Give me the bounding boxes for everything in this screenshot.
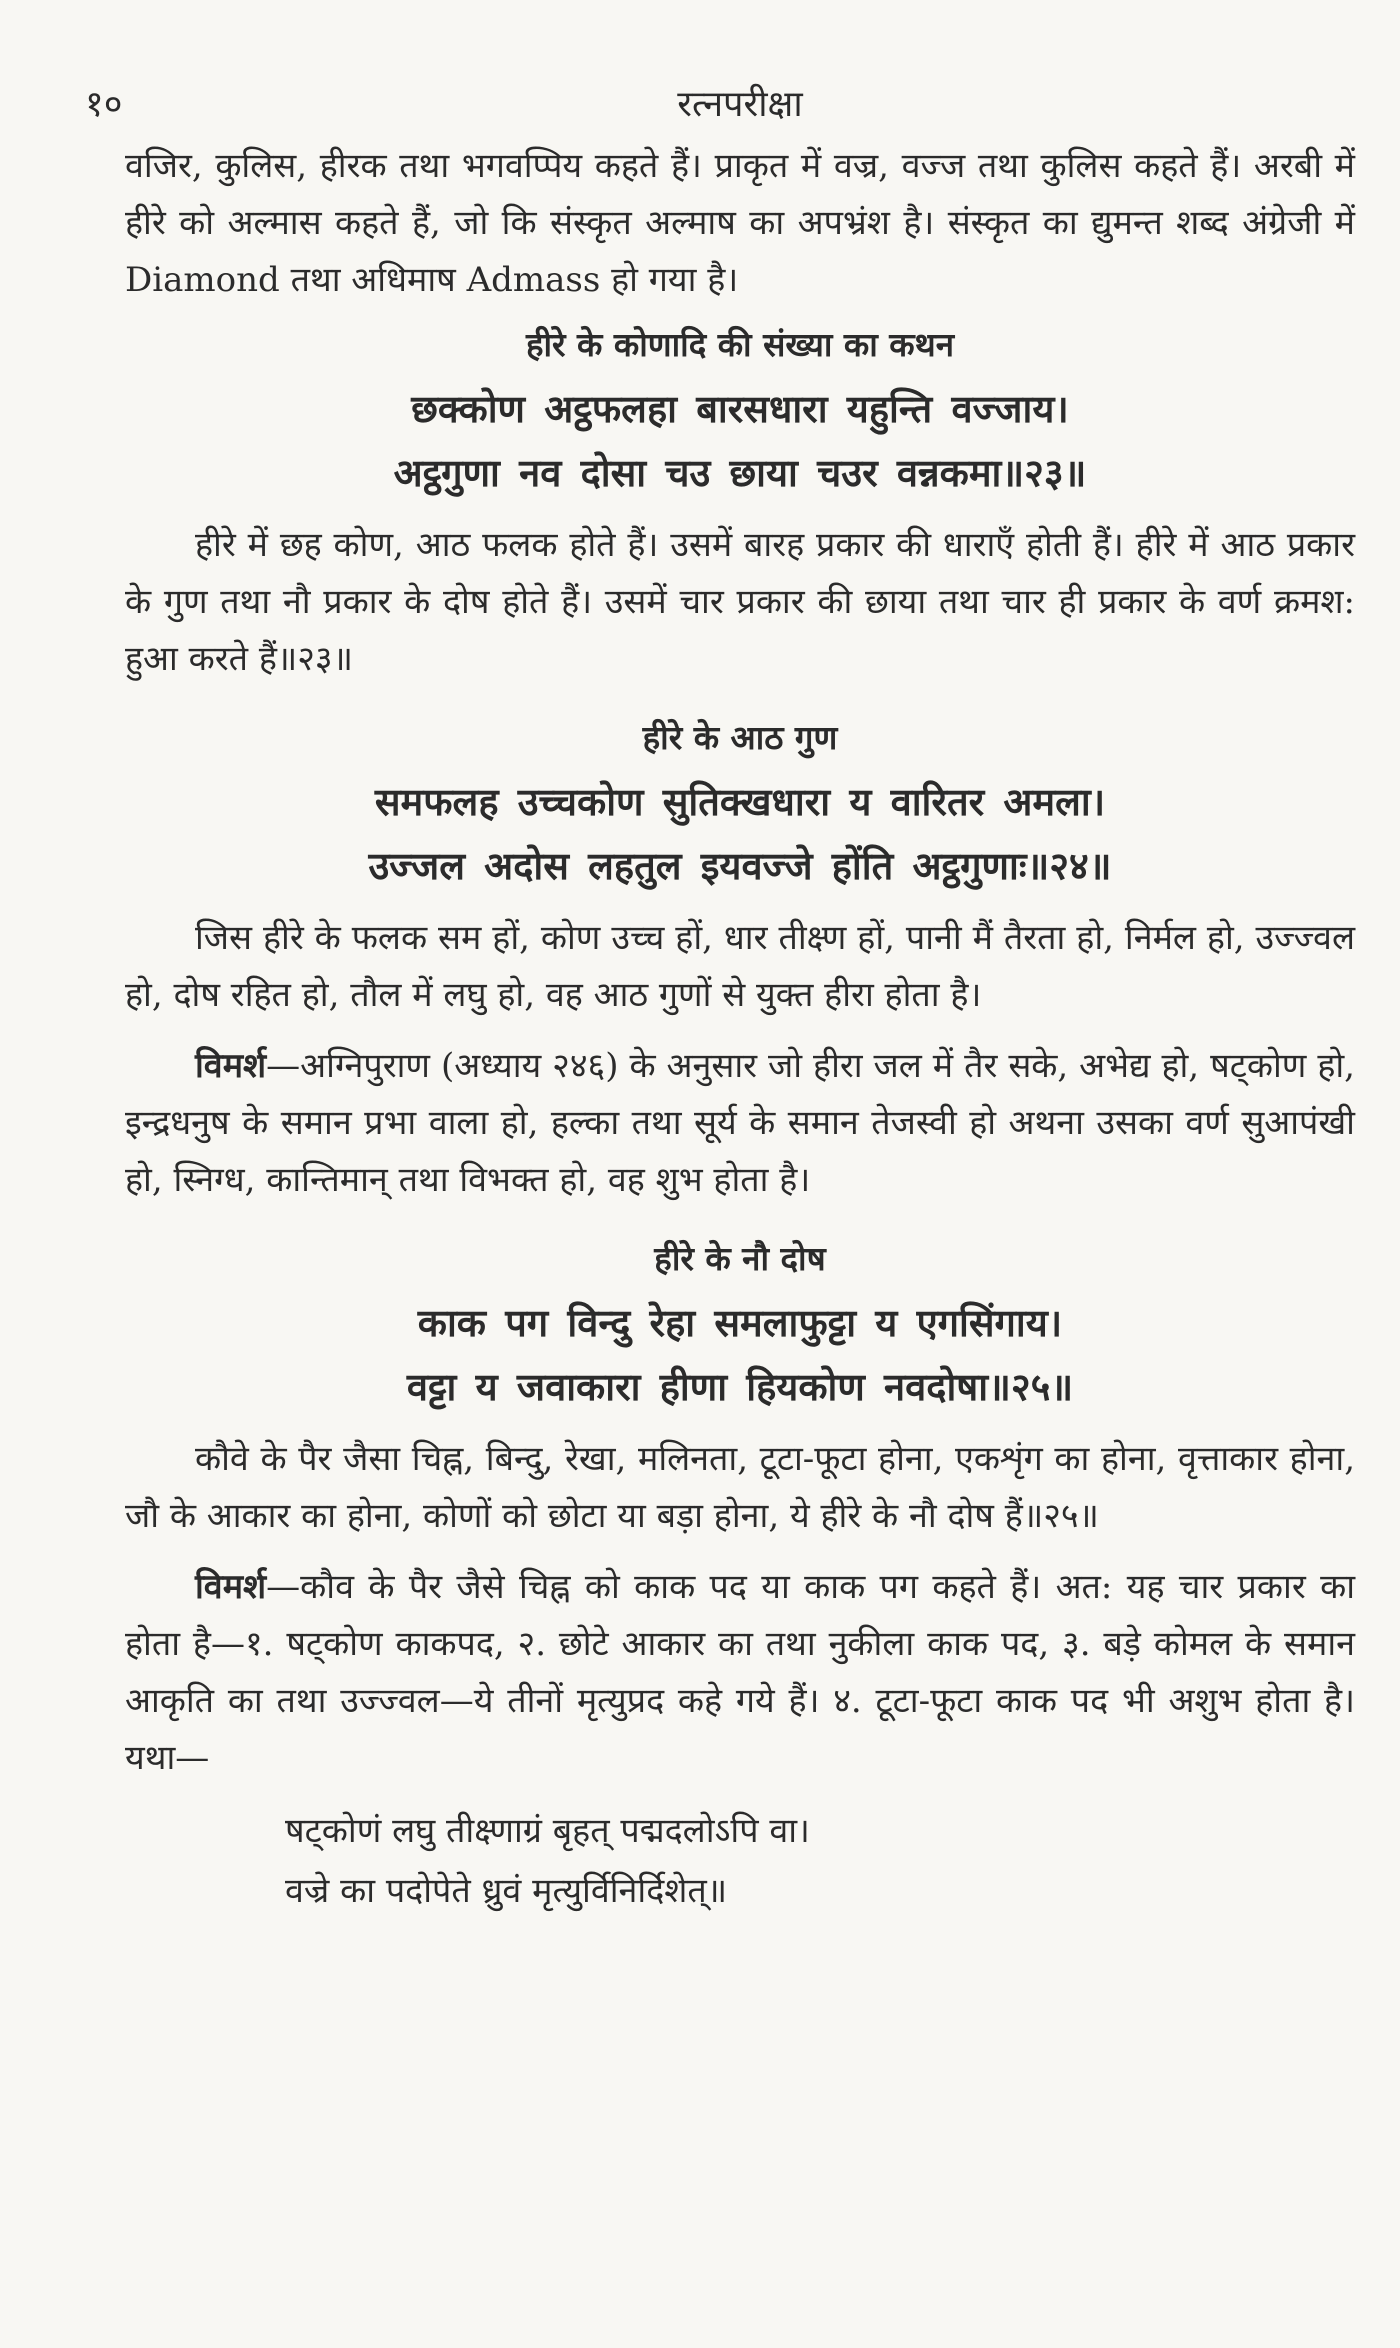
section-heading-nine-defects: हीरे के नौ दोष [654,1239,826,1278]
section-heading-eight-qualities: हीरे के आठ गुण [642,718,838,757]
sanskrit-quote [125,1801,1355,1921]
book-page [85,78,1355,1921]
verse-25 [125,1291,1355,1419]
verse-line: उज्जल अदोस लहतुल इयवज्जे होंति अट्ठगुणाः॥२४॥ [368,844,1112,888]
verse-line: काक पग विन्दु रेहा समलाफुट्टा य एगसिंगाय। [417,1301,1063,1345]
paragraph-intro: वजिर, कुलिस, हीरक तथा भगवप्पिय कहते हैं। प्राकृत में वज्र, वज्ज तथा कुलिस कहते हैं। अरबी में हीरे को अल्मास कहते हैं, जो कि संस्कृत अल्माष का अपभ्रंश है। संस्कृत का द्युमन्त शब्द अंग्रेजी में Diamond तथा अधिमाष Admass हो गया है। [125,146,1355,300]
vimarsha-text: —अग्निपुराण (अध्याय २४६) के अनुसार जो हीरा जल में तैर सके, अभेद्य हो, षट्कोण हो, इन्द्रधनुष के समान प्रभा वाला हो, हल्का तथा सूर्य के समान तेजस्वी हो अथना उसका वर्ण सुआपंखी हो, स्निग्ध, कान्तिमान् तथा विभक्त हो, वह शुभ होता है। [125,1046,1355,1200]
paragraph-facets-explanation: हीरे में छह कोण, आठ फलक होते हैं। उसमें बारह प्रकार की धाराएँ होती हैं। हीरे में आठ प्रकार के गुण तथा नौ प्रकार के दोष होते हैं। उसमें चार प्रकार की छाया तथा चार ही प्रकार के वर्ण क्रमश: हुआ करते हैं॥२३॥ [125,525,1355,679]
verse-line: छक्कोण अट्ठफलहा बारसधारा यहुन्ति वज्जाय। [411,387,1069,431]
vimarsha-label: विमर्श [195,1046,267,1086]
sanskrit-line: वज्रे का पदोपेते ध्रुवं मृत्युर्विनिर्दिशेत्॥ [285,1871,728,1911]
sanskrit-line: षट्कोणं लघु तीक्ष्णाग्रं बृहत् पद्मदलोऽपि वा। [285,1811,810,1851]
vimarsha-label: विमर्श [195,1567,267,1607]
verse-24 [125,770,1355,898]
verse-line: वट्टा य जवाकारा हीणा हियकोण नवदोषा॥२५॥ [406,1365,1074,1409]
paragraph-vimarsha-kakapada [125,1559,1355,1787]
page-number: १० [85,84,123,125]
verse-23 [125,377,1355,505]
paragraph-vimarsha-agnipurana [125,1038,1355,1209]
page-header [85,78,1355,138]
vimarsha-text: —कौव के पैर जैसे चिह्न को काक पद या काक पग कहते हैं। अत: यह चार प्रकार का होता है—१. षट्कोण काकपद, २. छोटे आकार का तथा नुकीला काक पद, ३. बड़े कोमल के समान आकृति का तथा उज्ज्वल—ये तीनों मृत्युप्रद कहे गये हैं। ४. टूटा-फूटा काक पद भी अशुभ होता है। यथा— [125,1567,1355,1778]
running-title: रत्नपरीक्षा [677,84,803,125]
verse-line: समफलह उच्चकोण सुतिक्खधारा य वारितर अमला। [374,780,1106,824]
paragraph-defects-explanation: कौवे के पैर जैसा चिह्न, बिन्दु, रेखा, मलिनता, टूटा-फूटा होना, एकशृंग का होना, वृत्ताकार होना, जौ के आकार का होना, कोणों को छोटा या बड़ा होना, ये हीरे के नौ दोष हैं॥२५॥ [125,1439,1355,1536]
section-heading-facets: हीरे के कोणादि की संख्या का कथन [525,325,955,364]
paragraph-qualities-explanation: जिस हीरे के फलक सम हों, कोण उच्च हों, धार तीक्ष्ण हों, पानी मैं तैरता हो, निर्मल हो, उज्ज्वल हो, दोष रहित हो, तौल में लघु हो, वह आठ गुणों से युक्त हीरा होता है। [125,918,1355,1015]
verse-line: अट्ठगुणा नव दोसा चउ छाया चउर वन्नकमा॥२३॥ [393,451,1087,495]
